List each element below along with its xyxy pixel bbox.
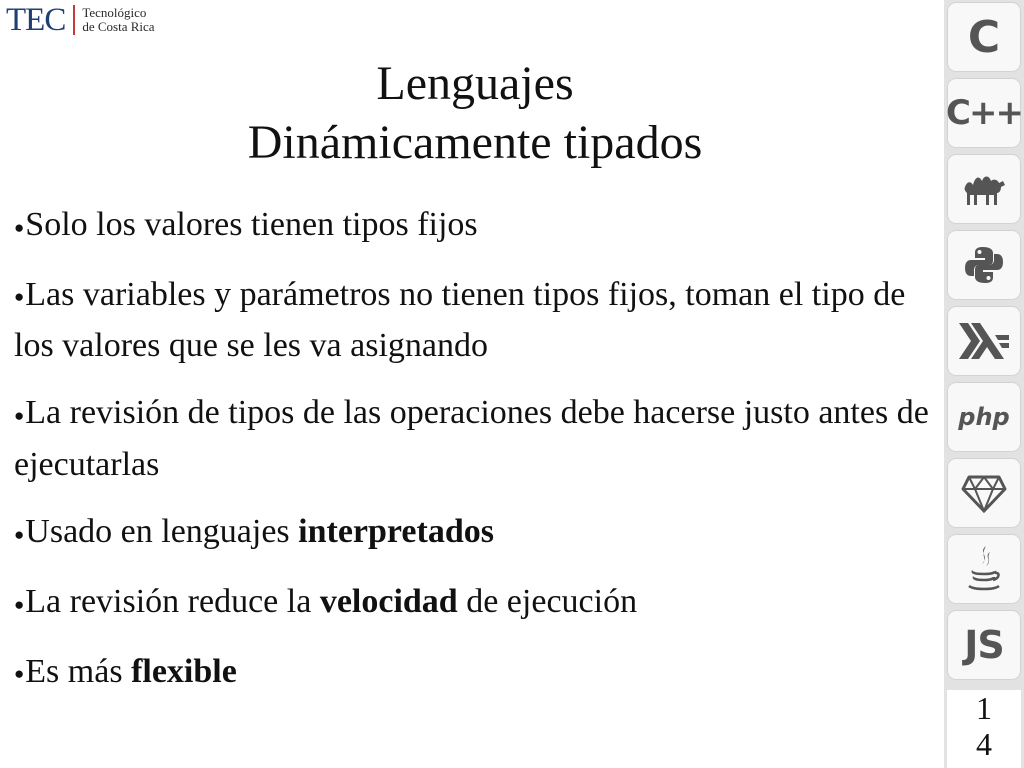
bullet-dot-icon: ● bbox=[14, 217, 25, 237]
java-coffee-icon bbox=[947, 534, 1021, 604]
bullet-text: Usado en lenguajes bbox=[25, 513, 299, 551]
bullet-text-after: de ejecución bbox=[457, 582, 638, 620]
title-line-2: Dinámicamente tipados bbox=[247, 116, 703, 169]
language-icon-sidebar bbox=[944, 0, 1024, 768]
logo-text bbox=[82, 6, 154, 34]
bullet-dot-icon: ● bbox=[14, 287, 25, 307]
bullet-item bbox=[14, 577, 939, 629]
bullet-item bbox=[14, 388, 939, 489]
cpp-language-icon: C++ bbox=[947, 78, 1021, 148]
ruby-gem-icon bbox=[947, 458, 1021, 528]
haskell-icon bbox=[947, 306, 1021, 376]
bullet-text: La revisión reduce la bbox=[25, 582, 320, 620]
bullet-dot-icon: ● bbox=[14, 594, 25, 614]
logo-line-1: Tecnológico bbox=[82, 5, 147, 20]
bullet-text: Solo los valores tienen tipos fijos bbox=[25, 206, 478, 243]
page-number bbox=[947, 690, 1021, 768]
bullet-dot-icon: ● bbox=[14, 664, 25, 684]
bullet-item bbox=[14, 507, 939, 559]
bullet-item bbox=[14, 270, 939, 371]
bullet-text: Las variables y parámetros no tienen tipos fijos, toman el tipo de los valores que se les va asignando bbox=[14, 275, 906, 365]
page-number-digit-2: 4 bbox=[976, 726, 992, 762]
bullet-text: La revisión de tipos de las operaciones debe hacerse justo antes de ejecutarlas bbox=[14, 394, 929, 484]
bullet-emphasis: interpretados bbox=[298, 513, 494, 551]
bullet-text: Es más bbox=[25, 652, 132, 690]
bullet-dot-icon: ● bbox=[14, 406, 25, 426]
logo-mark: TEC bbox=[6, 2, 66, 38]
title-line-1: Lenguajes bbox=[376, 57, 574, 110]
logo-divider bbox=[73, 5, 75, 35]
camel-perl-icon bbox=[947, 154, 1021, 224]
tec-logo bbox=[6, 2, 155, 38]
bullet-emphasis: flexible bbox=[131, 652, 237, 690]
bullet-dot-icon: ● bbox=[14, 524, 25, 544]
page-number-digit-1: 1 bbox=[976, 690, 992, 726]
javascript-icon: JS bbox=[947, 610, 1021, 680]
c-language-icon: C bbox=[947, 2, 1021, 72]
bullet-item bbox=[14, 200, 939, 252]
bullet-item bbox=[14, 647, 939, 699]
logo-line-2: de Costa Rica bbox=[82, 19, 155, 34]
bullet-emphasis: velocidad bbox=[319, 582, 458, 620]
slide-title bbox=[0, 54, 950, 172]
bullet-list bbox=[14, 200, 939, 716]
php-icon: php bbox=[947, 382, 1021, 452]
python-snakes-icon bbox=[947, 230, 1021, 300]
